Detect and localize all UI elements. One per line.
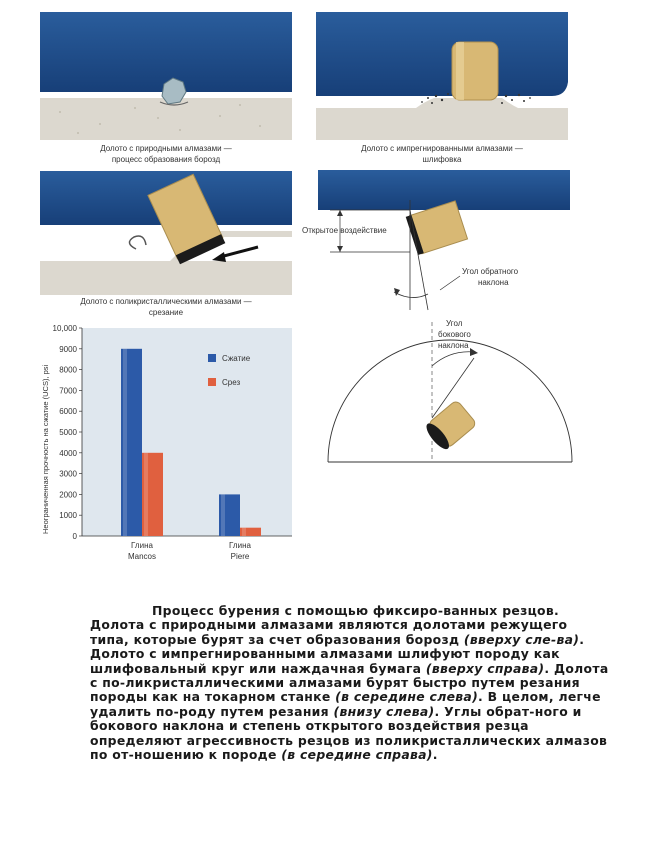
y-tick-label: 1000: [59, 511, 77, 521]
caption-text-3: . Долота с по-ликристаллическими алмазами бурят быстро путем резания породы как на токарном станке: [90, 660, 609, 705]
y-tick-label: 0: [72, 532, 77, 541]
caption-text-1: Процесс бурения с помощью фиксиро-ванных резцов. Долота с природными алмазами являются долотами режущего типа, которые бурят за счет образования борозд: [90, 603, 568, 647]
cutter-angles-diagram: [300, 170, 590, 470]
natural-diamond-illustration: [40, 12, 292, 140]
impregnated-diamond-illustration: [316, 12, 568, 140]
legend-label-shear: Срез: [222, 378, 241, 387]
x-category-label: Mancos: [127, 552, 157, 561]
pdc-caption: Долото с поликристаллическими алмазами — срезание: [80, 297, 252, 317]
back-rake-label-2: наклона: [478, 278, 509, 287]
x-category-label: Глина: [131, 541, 153, 550]
pdc-shearing-illustration: [40, 171, 292, 295]
caption-ref-top-left: (вверху сле-ва): [463, 631, 580, 647]
plot-area: [82, 328, 292, 536]
rock-formation: [40, 261, 292, 295]
figure-caption-paragraph: [90, 604, 610, 762]
legend-swatch-shear: [208, 378, 216, 386]
caption-text-5: . Углы обрат-ного и бокового наклона и степень открытого воздействия резца определяют агрессивность резцов из поликристаллических алмазов по от-ношению к породе: [90, 703, 608, 763]
y-tick-label: 9000: [59, 344, 77, 354]
y-tick-label: 7000: [59, 386, 77, 396]
bit-body: [40, 12, 292, 92]
caption-text-2: . Долото с импрегнированными алмазами шлифуют породу как шлифовальный круг или наждачная бумага: [90, 631, 585, 676]
caption-text-4: . В целом, легче удалить по-роду путем резания: [90, 689, 601, 719]
side-rake-label-2: бокового: [438, 330, 471, 339]
back-rake-label-1: Угол обратного: [462, 267, 519, 276]
y-tick-label: 3000: [59, 469, 77, 479]
side-rake-label-1: Угол: [446, 319, 463, 328]
impregnated-diamond-caption: Долото с импрегнированными алмазами — шлифовка: [361, 144, 523, 164]
y-tick-label: 6000: [59, 407, 77, 417]
exposure-label: Открытое воздействие: [302, 226, 387, 235]
side-rake-label-3: наклона: [438, 341, 469, 350]
y-tick-label: 2000: [59, 490, 77, 500]
natural-diamond-caption: Долото с природными алмазами — процесс образования борозд: [100, 144, 232, 164]
y-tick-label: 10,000: [52, 324, 77, 333]
caption-ref-middle-left: (в середине слева): [335, 689, 479, 705]
caption-text-6: .: [432, 747, 438, 763]
legend-swatch-compression: [208, 354, 216, 362]
caption-ref-top-right: (вверху справа): [425, 660, 545, 676]
y-tick-label: 8000: [59, 365, 77, 375]
bit-body: [316, 12, 568, 96]
caption-ref-middle-right: (в середине справа): [281, 747, 433, 763]
caption-ref-bottom-left: (внизу слева): [333, 703, 435, 719]
ucs-bar-chart: [36, 320, 296, 570]
y-tick-label: 4000: [59, 448, 77, 458]
legend-label-compression: Сжатие: [222, 354, 251, 363]
x-category-label: Piere: [230, 552, 250, 561]
y-axis-label: Неограниченная прочность на сжатие (UCS), psi: [41, 364, 50, 534]
rock-formation: [316, 108, 568, 140]
y-tick-label: 5000: [59, 428, 77, 437]
x-category-label: Глина: [229, 541, 251, 550]
